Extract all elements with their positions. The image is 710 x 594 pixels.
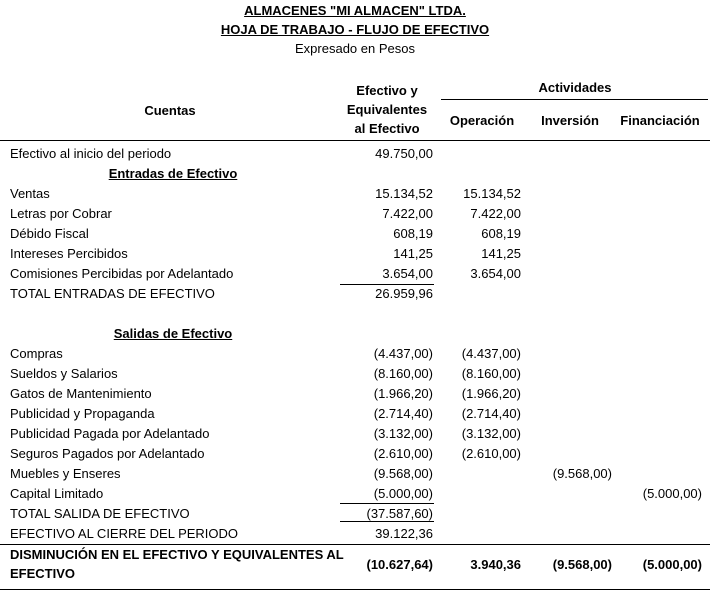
cell-operacion: 3.654,00	[470, 266, 521, 281]
cell-operacion: (8.160,00)	[461, 366, 521, 381]
actividades-divider	[441, 99, 708, 100]
cell-efectivo: (2.610,00)	[373, 446, 433, 461]
salidas-subtotal-rule-top	[340, 503, 434, 504]
row-label: Capital Limitado	[10, 486, 104, 501]
header-financiacion: Financiación	[620, 113, 700, 128]
row-label: TOTAL SALIDA DE EFECTIVO	[10, 506, 190, 521]
cell-efectivo: (9.568,00)	[373, 466, 433, 481]
cell-financiacion: (5.000,00)	[642, 486, 702, 501]
row-label: Sueldos y Salarios	[10, 366, 118, 381]
cell-operacion: (4.437,00)	[461, 346, 521, 361]
row-label: Efectivo al inicio del periodo	[10, 146, 172, 161]
row-label: Seguros Pagados por Adelantado	[10, 446, 205, 461]
cell-operacion: (1.966,20)	[461, 386, 521, 401]
cell-operacion: (2.714,40)	[461, 406, 521, 421]
row-label: Comisiones Percibidas por Adelantado	[10, 266, 234, 281]
cell-efectivo: (3.132,00)	[373, 426, 433, 441]
header-actividades: Actividades	[538, 80, 612, 95]
final-row-inversion: (9.568,00)	[552, 557, 612, 572]
cell-efectivo: 49.750,00	[375, 146, 433, 161]
cell-operacion: 7.422,00	[470, 206, 521, 221]
row-label: TOTAL ENTRADAS DE EFECTIVO	[10, 286, 215, 301]
header-efectivo-line3: al Efectivo	[354, 121, 420, 136]
header-divider	[0, 140, 710, 141]
final-row-efectivo: (10.627,64)	[366, 557, 433, 572]
cell-efectivo: (1.966,20)	[373, 386, 433, 401]
section-heading: Salidas de Efectivo	[113, 326, 233, 341]
cell-efectivo: (2.714,40)	[373, 406, 433, 421]
entradas-subtotal-rule	[340, 284, 434, 285]
cell-efectivo: (5.000,00)	[373, 486, 433, 501]
row-label: Publicidad y Propaganda	[10, 406, 155, 421]
cell-efectivo: 39.122,36	[375, 526, 433, 541]
row-label: Débido Fiscal	[10, 226, 89, 241]
cell-efectivo: 26.959,96	[375, 286, 433, 301]
company-name: ALMACENES "MI ALMACEN" LTDA.	[244, 3, 466, 18]
header-efectivo-line1: Efectivo y	[356, 83, 418, 98]
cell-inversion: (9.568,00)	[552, 466, 612, 481]
sheet-subtitle: Expresado en Pesos	[295, 41, 415, 56]
final-row-top-rule	[0, 544, 710, 545]
sheet-title: HOJA DE TRABAJO - FLUJO DE EFECTIVO	[220, 22, 490, 37]
cell-efectivo: 3.654,00	[382, 266, 433, 281]
header-efectivo-line2: Equivalentes	[346, 102, 428, 117]
cell-operacion: (3.132,00)	[461, 426, 521, 441]
cell-operacion: 141,25	[481, 246, 521, 261]
row-label: Ventas	[10, 186, 50, 201]
row-label: Intereses Percibidos	[10, 246, 128, 261]
cell-operacion: 15.134,52	[463, 186, 521, 201]
final-row-label-line1: DISMINUCIÓN EN EL EFECTIVO Y EQUIVALENTES AL	[10, 547, 344, 562]
row-label: Muebles y Enseres	[10, 466, 121, 481]
cell-efectivo: (4.437,00)	[373, 346, 433, 361]
cell-operacion: 608,19	[481, 226, 521, 241]
cell-efectivo: (37.587,60)	[366, 506, 433, 521]
final-row-operacion: 3.940,36	[470, 557, 521, 572]
row-label: Gatos de Mantenimiento	[10, 386, 152, 401]
final-row-bottom-rule	[0, 589, 710, 590]
header-operacion: Operación	[449, 113, 515, 128]
row-label: Letras por Cobrar	[10, 206, 112, 221]
final-row-financiacion: (5.000,00)	[642, 557, 702, 572]
cell-efectivo: 7.422,00	[382, 206, 433, 221]
header-cuentas: Cuentas	[144, 103, 196, 118]
cell-efectivo: 141,25	[393, 246, 433, 261]
section-heading: Entradas de Efectivo	[108, 166, 238, 181]
header-inversion: Inversión	[541, 113, 599, 128]
cell-operacion: (2.610,00)	[461, 446, 521, 461]
row-label: EFECTIVO AL CIERRE DEL PERIODO	[10, 526, 239, 541]
cell-efectivo: 15.134,52	[375, 186, 433, 201]
cell-efectivo: (8.160,00)	[373, 366, 433, 381]
final-row-label-line2: EFECTIVO	[10, 566, 76, 581]
row-label: Compras	[10, 346, 63, 361]
row-label: Publicidad Pagada por Adelantado	[10, 426, 210, 441]
cell-efectivo: 608,19	[393, 226, 433, 241]
salidas-subtotal-rule-bottom	[340, 521, 434, 522]
